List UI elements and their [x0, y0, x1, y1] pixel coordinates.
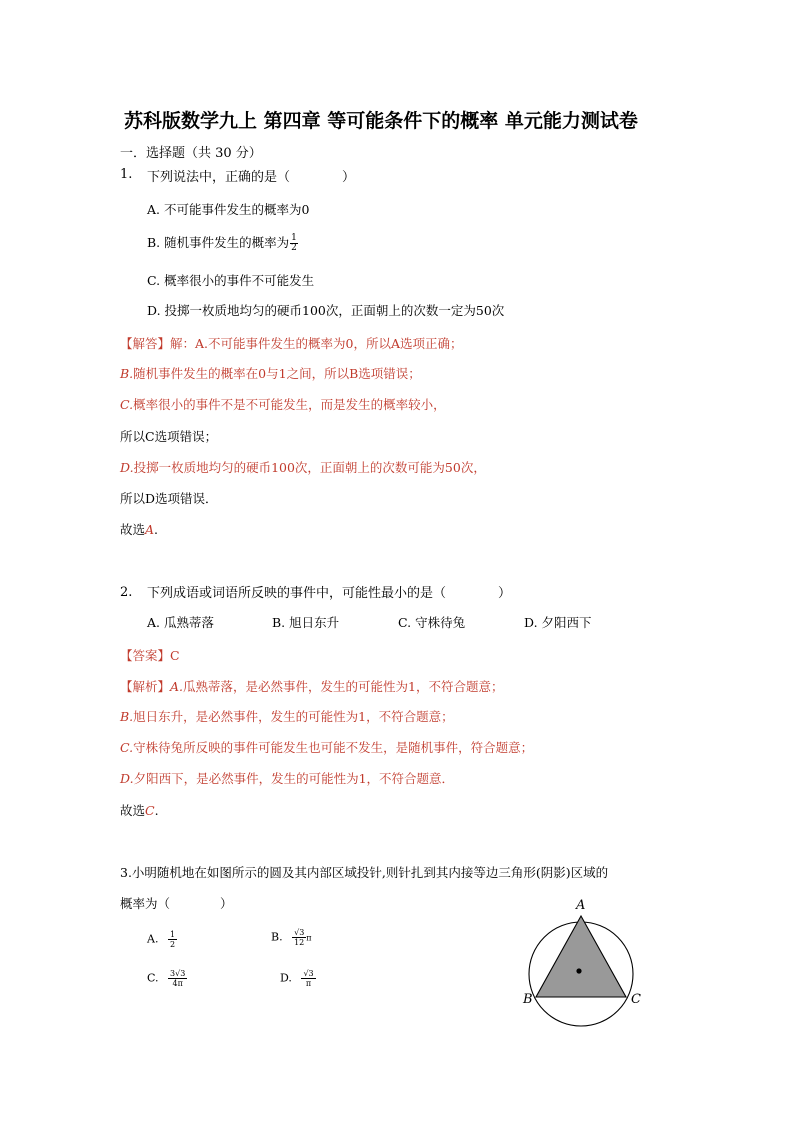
q1-answer-line-1: 【解答】解：A.不可能事件发生的概率为0，所以A选项正确；: [120, 336, 463, 351]
q2-explain-line-5: 故选C.: [120, 803, 159, 818]
q3-figure-shaded-triangle: [536, 916, 626, 997]
q3-option-d: D. $\frac{√3}{\pi}$: [280, 969, 314, 988]
q1-option-d: D. 投掷一枚质地均匀的硬币100次，正面朝上的次数一定为50次: [147, 303, 505, 318]
q2-answer: 【答案】C: [120, 648, 180, 663]
q2-option-d: D. 夕阳西下: [524, 615, 592, 630]
q2-option-b: B. 旭日东升: [272, 615, 340, 630]
page-title: 苏科版数学九上 第四章 等可能条件下的概率 单元能力测试卷: [124, 110, 638, 132]
q1-option-b: B. 随机事件发生的概率为 $\frac{1}{2}$: [147, 233, 297, 253]
q3-option-c: C. $\frac{3√3}{4\pi}$: [147, 969, 186, 988]
q3-figure-label-b: B: [523, 992, 533, 1007]
q2-explain-label: 【解析】: [120, 679, 171, 694]
q1-answer-line-5: D.投掷一枚质地均匀的硬币100次，正面朝上的次数可能为50次，: [120, 460, 486, 475]
q3-figure: [515, 892, 655, 1032]
q3-option-a: A. $\frac{1}{2}$: [147, 930, 176, 949]
q2-option-a: A. 瓜熟蒂落: [147, 615, 214, 630]
q1-number: 1.: [120, 167, 133, 182]
q1-answer-line-2: B.随机事件发生的概率在0与1之间，所以B选项错误；: [120, 366, 421, 381]
q1-answer-label: 【解答】: [120, 336, 171, 351]
q1-option-a: A. 不可能事件发生的概率为0: [147, 202, 310, 217]
q2-explain-line-4: D.夕阳西下，是必然事件，发生的可能性为1，不符合题意．: [120, 771, 455, 786]
q3-option-b: B. $\frac{√3}{12}$ π: [271, 928, 312, 947]
q2-explain-line-2: B.旭日东升，是必然事件，发生的可能性为1，不符合题意；: [120, 709, 454, 724]
q1-answer-line-4: 所以C选项错误；: [120, 429, 218, 444]
q3-stem-line-2: 概率为（ ）: [120, 896, 233, 911]
q1-stem: 下列说法中，正确的是（ ）: [147, 170, 356, 185]
section-heading: 一．选择题（共 30 分）: [120, 146, 262, 161]
q1-answer-line-7: 故选A.: [120, 522, 159, 537]
q2-explain-line-3: C.守株待兔所反映的事件可能发生也可能不发生，是随机事件，符合题意；: [120, 740, 534, 755]
q1-option-b-fraction: $\frac{1}{2}$: [291, 233, 297, 253]
q2-number: 2.: [120, 585, 133, 600]
q1-option-c: C. 概率很小的事件不可能发生: [147, 273, 315, 288]
q3-stem-line-1: 3.小明随机地在如图所示的圆及其内部区域投针,则针扎到其内接等边三角形(阴影)区域的: [120, 865, 609, 880]
q2-answer-label: 【答案】: [120, 648, 171, 663]
q2-option-c: C. 守株待兔: [398, 615, 466, 630]
q2-explain-line-1: 【解析】A.瓜熟蒂落，是必然事件，发生的可能性为1，不符合题意；: [120, 679, 504, 694]
q3-figure-label-c: C: [631, 992, 641, 1007]
q2-stem: 下列成语或词语所反映的事件中，可能性最小的是（ ）: [147, 586, 512, 601]
q1-answer-line-6: 所以D选项错误．: [120, 491, 218, 506]
q3-figure-center-dot: [576, 968, 581, 973]
q3-figure-label-a: A: [576, 898, 586, 913]
q1-answer-line-3: C.概率很小的事件不是不可能发生，而是发生的概率较小，: [120, 397, 446, 412]
